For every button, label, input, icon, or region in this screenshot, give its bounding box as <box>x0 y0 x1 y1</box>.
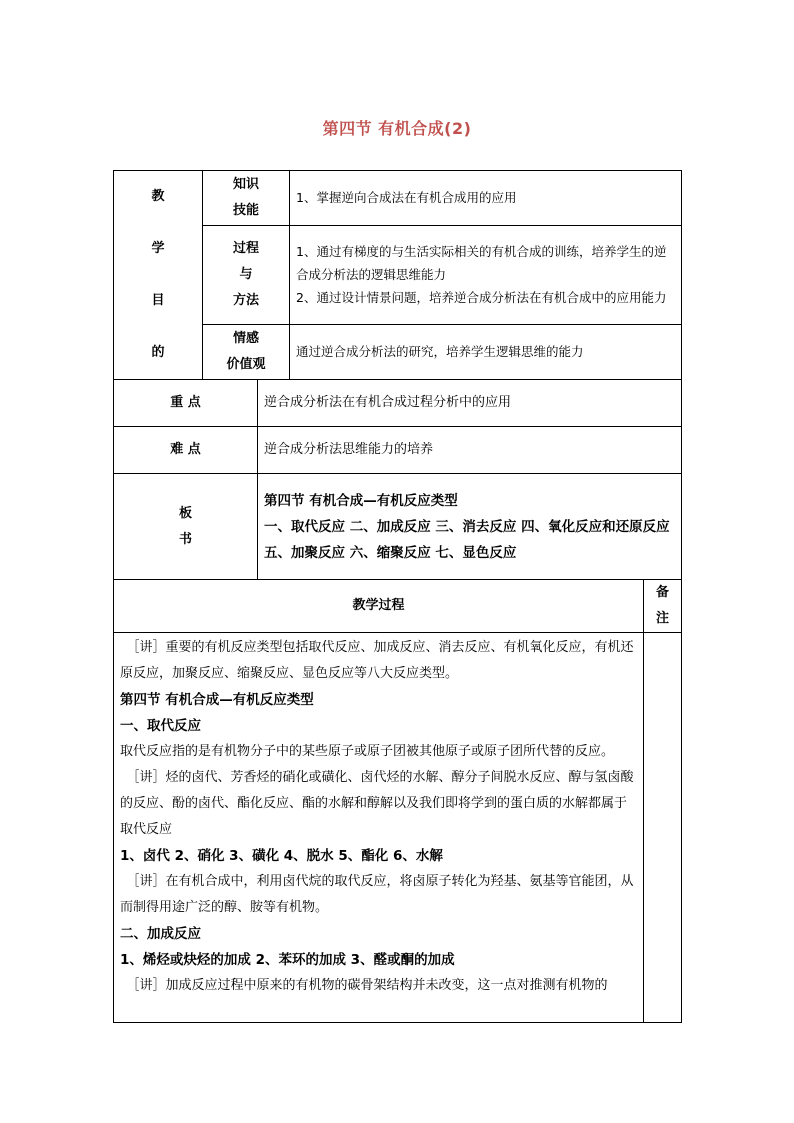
side-label-char: 学 <box>151 241 165 256</box>
difficulty-label: 难 点 <box>114 427 258 474</box>
process-heading: 1、烯烃或炔烃的加成 2、苯环的加成 3、醛或酮的加成 <box>120 952 455 968</box>
difficulty-content: 逆合成分析法思维能力的培养 <box>258 427 682 474</box>
side-label-char: 教 <box>151 189 165 204</box>
blackboard-line: 一、取代反应 二、加成反应 三、消去反应 四、氧化反应和还原反应 <box>264 518 670 535</box>
blackboard-row <box>114 474 682 580</box>
process-header: 教学过程 <box>114 580 644 633</box>
blackboard-content <box>258 474 682 580</box>
side-label-char: 的 <box>151 345 165 360</box>
process-line: ［讲］烃的卤代、芳香烃的硝化或磺化、卤代烃的水解、醇分子间脱水反应、醇与氢卤酸的反应、酚的卤代、酯化反应、酯的水解和醇解以及我们即将学到的蛋白质的水解都属于取代反应 <box>120 770 634 837</box>
objective-label-knowledge: 知识 技能 <box>203 171 290 226</box>
process-heading: 第四节 有机合成—有机反应类型 <box>120 692 314 708</box>
objective-content-process: 1、通过有梯度的与生活实际相关的有机合成的训练，培养学生的逆合成分析法的逻辑思维能力 2、通过设计情景问题，培养逆合成分析法在有机合成中的应用能力 <box>290 225 682 324</box>
process-body-row <box>114 633 682 1023</box>
objective-label-values: 情感 价值观 <box>203 325 290 380</box>
objective-label-process: 过程 与 方法 <box>203 225 290 324</box>
key-point-content: 逆合成分析法在有机合成过程分析中的应用 <box>258 380 682 427</box>
blackboard-label: 板 书 <box>114 474 258 580</box>
process-line: ［讲］加成反应过程中原来的有机物的碳骨架结构并未改变，这一点对推测有机物的 <box>126 978 608 993</box>
process-heading: 1、卤代 2、硝化 3、磺化 4、脱水 5、酯化 6、水解 <box>120 848 443 864</box>
process-body <box>114 633 644 1023</box>
notes-header: 备 注 <box>644 580 682 633</box>
process-heading: 二、加成反应 <box>120 926 201 942</box>
page-title: 第四节 有机合成(2) <box>322 119 472 138</box>
objective-row-knowledge <box>114 171 682 226</box>
side-label-char: 目 <box>151 293 165 308</box>
notes-column <box>644 633 682 1023</box>
objective-content-knowledge: 1、掌握逆向合成法在有机合成用的应用 <box>290 171 682 226</box>
process-line: ［讲］重要的有机反应类型包括取代反应、加成反应、消去反应、有机氧化反应，有机还原反应，加聚反应、缩聚反应、显色反应等八大反应类型。 <box>120 640 634 681</box>
process-line: 取代反应指的是有机物分子中的某些原子或原子团被其他原子或原子团所代替的反应。 <box>120 744 615 759</box>
process-heading: 一、取代反应 <box>120 718 201 734</box>
blackboard-line: 五、加聚反应 六、缩聚反应 七、显色反应 <box>264 544 517 561</box>
objectives-side-label <box>114 171 203 380</box>
key-point-row <box>114 380 682 427</box>
process-line: ［讲］在有机合成中，利用卤代烷的取代反应，将卤原子转化为羟基、氨基等官能团，从而制得用途广泛的醇、胺等有机物。 <box>120 874 634 915</box>
difficulty-row <box>114 427 682 474</box>
blackboard-line: 第四节 有机合成—有机反应类型 <box>264 492 458 509</box>
objective-content-values: 通过逆合成分析法的研究，培养学生逻辑思维的能力 <box>290 325 682 380</box>
process-header-row <box>114 580 682 633</box>
key-point-label: 重 点 <box>114 380 258 427</box>
lesson-plan-table <box>113 170 682 1023</box>
